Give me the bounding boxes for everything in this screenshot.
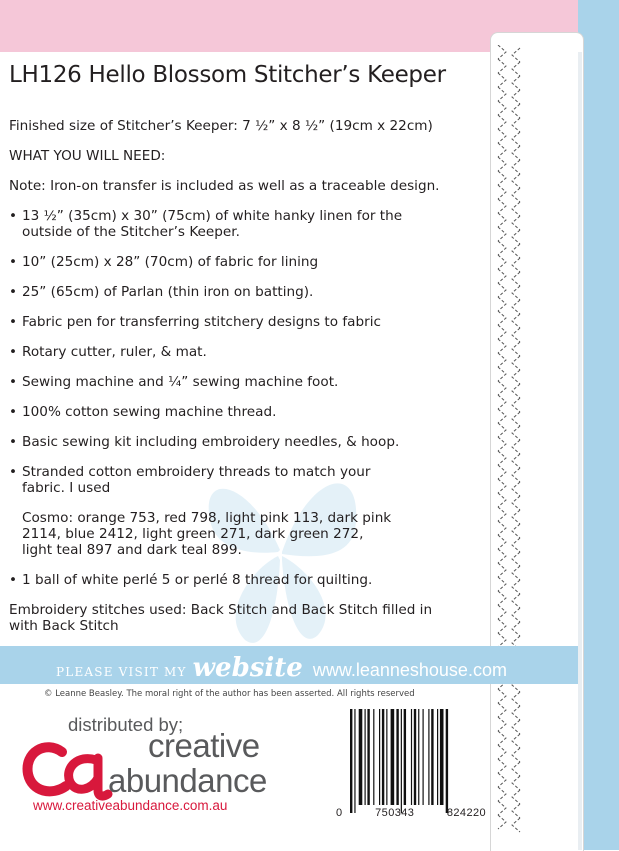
barcode-bar bbox=[373, 709, 374, 805]
list-item: • 1 ball of white perlé 5 or perlé 8 thread for quilting. bbox=[9, 572, 373, 588]
bullet-icon: • bbox=[9, 284, 18, 300]
barcode-bar bbox=[396, 709, 398, 805]
barcode-bar bbox=[440, 709, 444, 805]
page-title: LH126 Hello Blossom Stitcher’s Keeper bbox=[9, 62, 446, 88]
barcode-bar bbox=[379, 709, 380, 805]
barcode-bar bbox=[418, 709, 419, 805]
barcode-bar bbox=[350, 709, 352, 813]
barcode-bar bbox=[382, 709, 384, 805]
barcode-bar bbox=[437, 709, 438, 805]
barcode-bar bbox=[414, 709, 416, 805]
barcode-bar bbox=[354, 709, 355, 813]
bullet-icon: • bbox=[9, 374, 18, 390]
visit-website-text bbox=[56, 653, 507, 683]
copyright-text: © Leanne Beasley. The moral right of the author has been asserted. All rights reserved bbox=[44, 689, 415, 699]
barcode-bar bbox=[446, 709, 448, 813]
website-script-label: website bbox=[192, 653, 303, 683]
barcode-bar bbox=[423, 709, 424, 805]
barcode-bar bbox=[428, 709, 429, 805]
website-link[interactable]: www.leanneshouse.com bbox=[312, 660, 507, 680]
finished-size-text: Finished size of Stitcher’s Keeper: 7 ½” x 8 ½” (19cm x 22cm) bbox=[9, 118, 433, 134]
barcode-bar bbox=[404, 709, 406, 805]
materials-section bbox=[9, 118, 487, 634]
distributor-name-line1: creative bbox=[148, 727, 260, 764]
bullet-icon: • bbox=[9, 254, 18, 270]
bullet-icon: • bbox=[9, 314, 18, 330]
barcode-bar bbox=[411, 709, 412, 805]
list-item: • Fabric pen for transferring stitchery designs to fabric bbox=[9, 314, 381, 330]
barcode-bar bbox=[391, 709, 395, 805]
barcode-bar bbox=[431, 709, 433, 805]
cosmo-thread-list: Cosmo: orange 753, red 798, light pink 113, dark pink 2114, blue 2412, light green 271, dark green 272, light teal 897 and dark teal 899. bbox=[22, 510, 392, 558]
barcode-bar bbox=[367, 709, 369, 805]
list-item: • Stranded cotton embroidery threads to match your fabric. I used bbox=[9, 464, 371, 496]
bullet-icon: • bbox=[9, 344, 18, 360]
barcode-icon bbox=[346, 709, 480, 821]
list-item: • Basic sewing kit including embroidery needles, & hoop. bbox=[9, 434, 400, 450]
barcode-bar bbox=[359, 709, 363, 805]
distributor-name-line2: abundance bbox=[108, 762, 267, 799]
list-item: • 25” (65cm) of Parlan (thin iron on batting). bbox=[9, 284, 314, 300]
stitched-seam-decoration bbox=[490, 45, 540, 835]
distributed-by-label: distributed by; bbox=[68, 714, 184, 735]
bullet-icon: • bbox=[9, 434, 18, 450]
bullet-icon: • bbox=[9, 572, 18, 588]
list-item: • Rotary cutter, ruler, & mat. bbox=[9, 344, 207, 360]
barcode-bar bbox=[386, 709, 387, 805]
stitches-text: Embroidery stitches used: Back Stitch and Back Stitch filled in with Back Stitch bbox=[9, 602, 433, 634]
please-visit-label: PLEASE VISIT MY bbox=[56, 665, 187, 679]
note-text: Note: Iron-on transfer is included as well as a traceable design. bbox=[9, 178, 440, 194]
bullet-icon: • bbox=[9, 464, 18, 480]
barcode-bar bbox=[401, 709, 402, 813]
list-item: • 100% cotton sewing machine thread. bbox=[9, 404, 277, 420]
list-item: • 10” (25cm) x 28” (70cm) of fabric for lining bbox=[9, 254, 319, 270]
list-item: • 13 ½” (35cm) x 30” (75cm) of white hanky linen for the outside of the Stitcher’s Keeper. bbox=[9, 208, 403, 240]
card-edge-shadow bbox=[578, 52, 582, 850]
blue-right-band bbox=[578, 0, 619, 850]
list-item: • Sewing machine and ¼” sewing machine foot. bbox=[9, 374, 339, 390]
barcode-bar bbox=[365, 709, 366, 805]
bullet-icon: • bbox=[9, 404, 18, 420]
bullet-icon: • bbox=[9, 208, 18, 224]
distributor-website-link[interactable]: www.creativeabundance.com.au bbox=[33, 798, 228, 813]
what-you-need-heading: WHAT YOU WILL NEED: bbox=[9, 148, 166, 164]
barcode-number: 0 750343 824220 bbox=[336, 807, 486, 819]
